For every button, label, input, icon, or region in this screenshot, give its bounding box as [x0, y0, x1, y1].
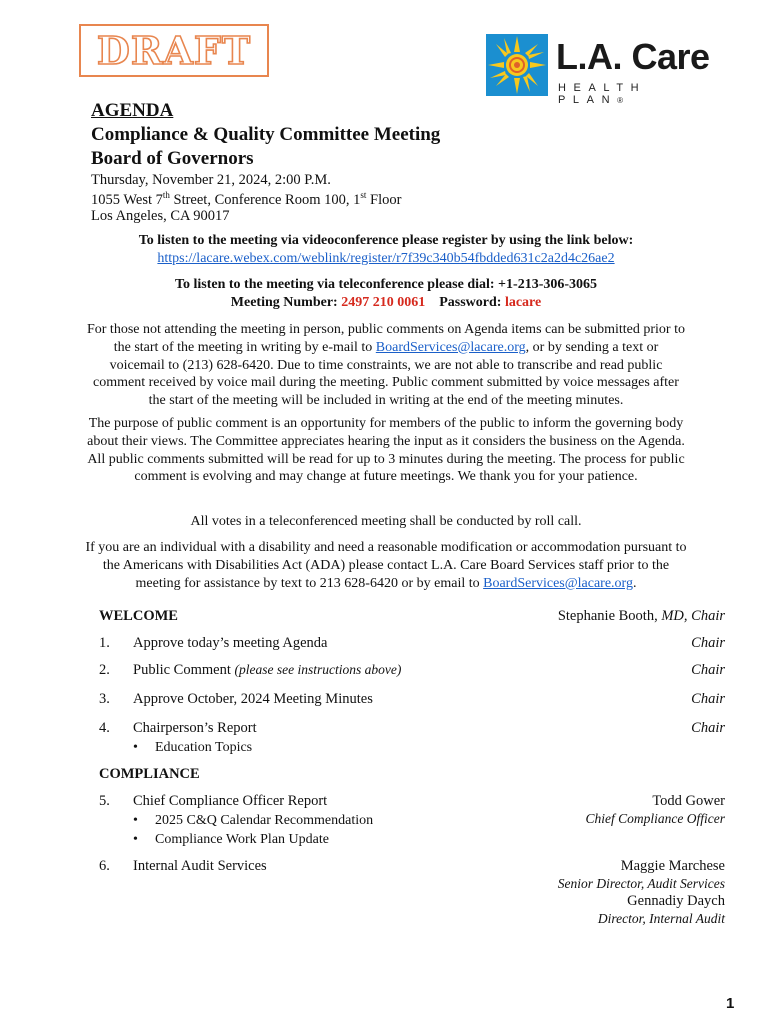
item-number: 1. — [99, 635, 110, 651]
meeting-date: Thursday, November 21, 2024, 2:00 P.M. — [91, 172, 331, 188]
item-number: 3. — [99, 691, 110, 707]
list-item: • Compliance Work Plan Update — [133, 832, 329, 847]
welcome-presenter: Stephanie Booth, MD, Chair — [557, 608, 725, 624]
board-title: Board of Governors — [91, 148, 254, 169]
item-presenter: Todd Gower — [652, 793, 725, 809]
draft-stamp — [79, 24, 269, 77]
la-care-logo — [486, 32, 718, 104]
meeting-credentials — [70, 295, 702, 311]
section-welcome: WELCOME — [99, 608, 178, 624]
agenda-item-chairperson-report: Chairperson’s Report — [133, 720, 257, 736]
logo-name: L.A. Care — [556, 36, 710, 77]
meeting-address: 1055 West 7th Street, Conference Room 100, 1st Floor — [91, 190, 402, 208]
ada-accommodation-note: If you are an individual with a disability and need a reasonable modification or accommodation pursuant to the Americans with Disabilities Act (ADA) please contact L.A. Care Board Services staff prior to the meeting for assistance by text to 213 628-6420 or by email to BoardServices@lacare.org. — [85, 540, 687, 591]
meeting-number: 2497 210 0061 — [341, 295, 426, 310]
item-number: 4. — [99, 720, 110, 736]
list-item: • 2025 C&Q Calendar Recommendation — [133, 813, 374, 828]
section-compliance: COMPLIANCE — [99, 766, 200, 782]
item-presenter: Chair — [691, 720, 725, 736]
agenda-item-cco-report: Chief Compliance Officer Report — [133, 793, 328, 809]
public-comment-instructions: For those not attending the meeting in person, public comments on Agenda items can be submitted prior to the start of the meeting in writing by e-mail to BoardServices@lacare.org, or by sending a text or voicemail to (213) 628-6420. Due to time constraints, we are not able to transcribe and read public comment received by voice mail during the meeting. Public comment submitted by voice messages after the start of the meeting will be included in writing at the end of the meeting minutes. — [86, 322, 685, 409]
videoconference-heading: To listen to the meeting via videoconference please register by using the link below: — [138, 233, 634, 248]
agenda-heading: AGENDA — [91, 100, 174, 121]
public-comment-purpose: The purpose of public comment is an opportunity for members of the public to inform the governing body about their views. The Committee appreciates hearing the input as it considers the business on the Agenda. All public comments submitted will be read for up to 3 minutes during the meeting. The process for public comment is evolving and may change at future meetings. We thank you for your patience. — [87, 416, 685, 485]
item-presenter: Gennadiy Daych — [627, 893, 725, 909]
logo-subtitle: HEALTH PLAN® — [558, 82, 647, 106]
meeting-city: Los Angeles, CA 90017 — [91, 208, 230, 224]
item-presenter: Chair — [691, 691, 725, 707]
agenda-item-public-comment: Public Comment (please see instructions above) — [133, 662, 402, 678]
teleconference-heading: To listen to the meeting via teleconference please dial: +1-213-306-3065 — [174, 277, 598, 292]
roll-call-note: All votes in a teleconferenced meeting shall be conducted by roll call. — [190, 514, 582, 529]
item-presenter: Maggie Marchese — [620, 858, 725, 874]
la-care-sun-icon — [486, 34, 548, 96]
item-presenter: Chair — [691, 662, 725, 678]
page-number: 1 — [726, 995, 735, 1012]
meeting-number-label: Meeting Number: — [230, 295, 342, 310]
list-item: • Education Topics — [133, 740, 253, 755]
item-number: 6. — [99, 858, 110, 874]
meeting-title: Compliance & Quality Committee Meeting — [91, 124, 441, 145]
presenter-title: Senior Director, Audit Services — [557, 876, 725, 891]
agenda-item-internal-audit: Internal Audit Services — [133, 858, 267, 874]
password-label: Password: — [439, 295, 505, 310]
presenter-title: Chief Compliance Officer — [585, 811, 725, 826]
item-number: 2. — [99, 662, 110, 678]
board-services-email-link[interactable]: BoardServices@lacare.org — [375, 339, 526, 355]
presenter-title: Director, Internal Audit — [597, 911, 725, 926]
ada-email-link[interactable]: BoardServices@lacare.org — [483, 575, 633, 591]
draft-stamp-text: DRAFT — [96, 28, 252, 73]
agenda-item-approve-minutes: Approve October, 2024 Meeting Minutes — [133, 691, 373, 707]
password-value: lacare — [504, 295, 542, 310]
agenda-item-approve-agenda: Approve today’s meeting Agenda — [133, 635, 328, 651]
item-number: 5. — [99, 793, 110, 809]
webex-registration-link[interactable]: https://lacare.webex.com/weblink/register/r7f39c340b54fbdded631c2a2d4c26ae2 — [157, 251, 615, 266]
item-presenter: Chair — [691, 635, 725, 651]
